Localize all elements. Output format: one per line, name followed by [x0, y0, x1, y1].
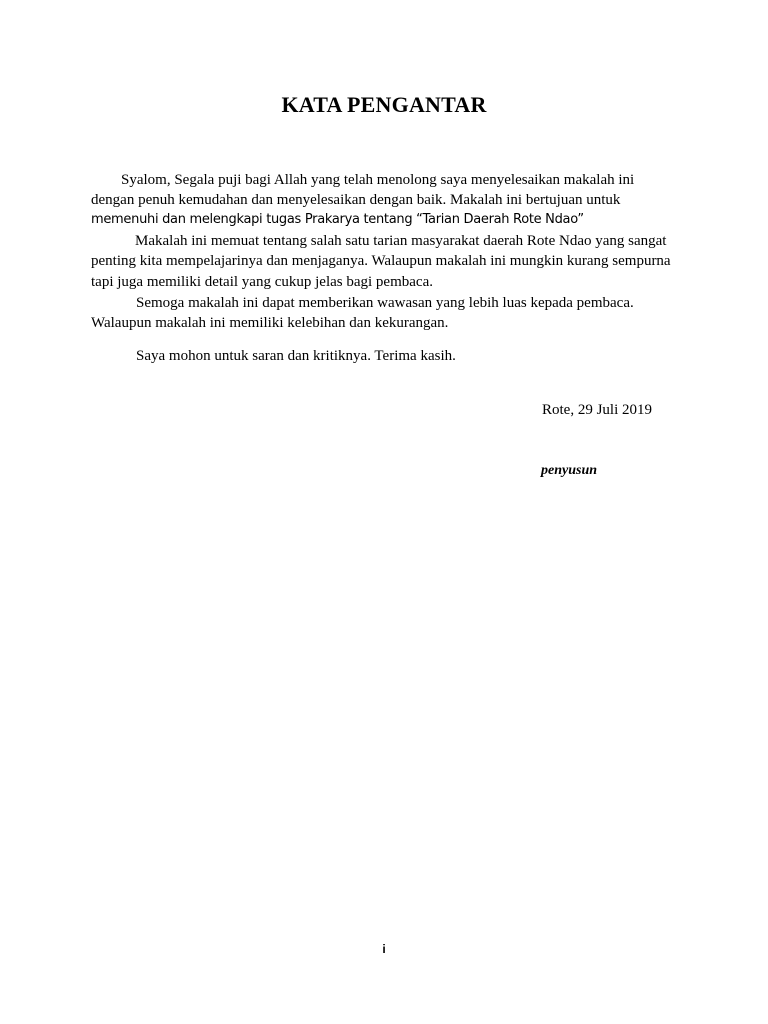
paragraph-line: Syalom, Segala puji bagi Allah yang telah menolong saya menyelesaikan makalah ini [121, 172, 635, 188]
signer-label: penyusun [541, 463, 598, 478]
paragraph-line: Semoga makalah ini dapat memberikan wawasan yang lebih luas kepada pembaca. [136, 295, 634, 311]
paragraph-line: dengan penuh kemudahan dan menyelesaikan dengan baik. Makalah ini bertujuan untuk [91, 192, 621, 208]
paragraph-line: Walaupun makalah ini memiliki kelebihan dan kekurangan. [91, 315, 449, 331]
document-date: Rote, 29 Juli 2019 [542, 402, 653, 418]
paragraph-line: tapi juga memiliki detail yang cukup jelas bagi pembaca. [91, 274, 433, 290]
page-number: i [382, 942, 386, 956]
paragraph-line: penting kita mempelajarinya dan menjaganya. Walaupun makalah ini mungkin kurang sempurna [91, 253, 671, 269]
paragraph-line: Saya mohon untuk saran dan kritiknya. Terima kasih. [136, 348, 456, 364]
paragraph-line: memenuhi dan melengkapi tugas Prakarya tentang “Tarian Daerah Rote Ndao” [91, 212, 584, 227]
page-title: KATA PENGANTAR [281, 92, 487, 117]
paragraph-line: Makalah ini memuat tentang salah satu tarian masyarakat daerah Rote Ndao yang sangat [135, 233, 667, 249]
